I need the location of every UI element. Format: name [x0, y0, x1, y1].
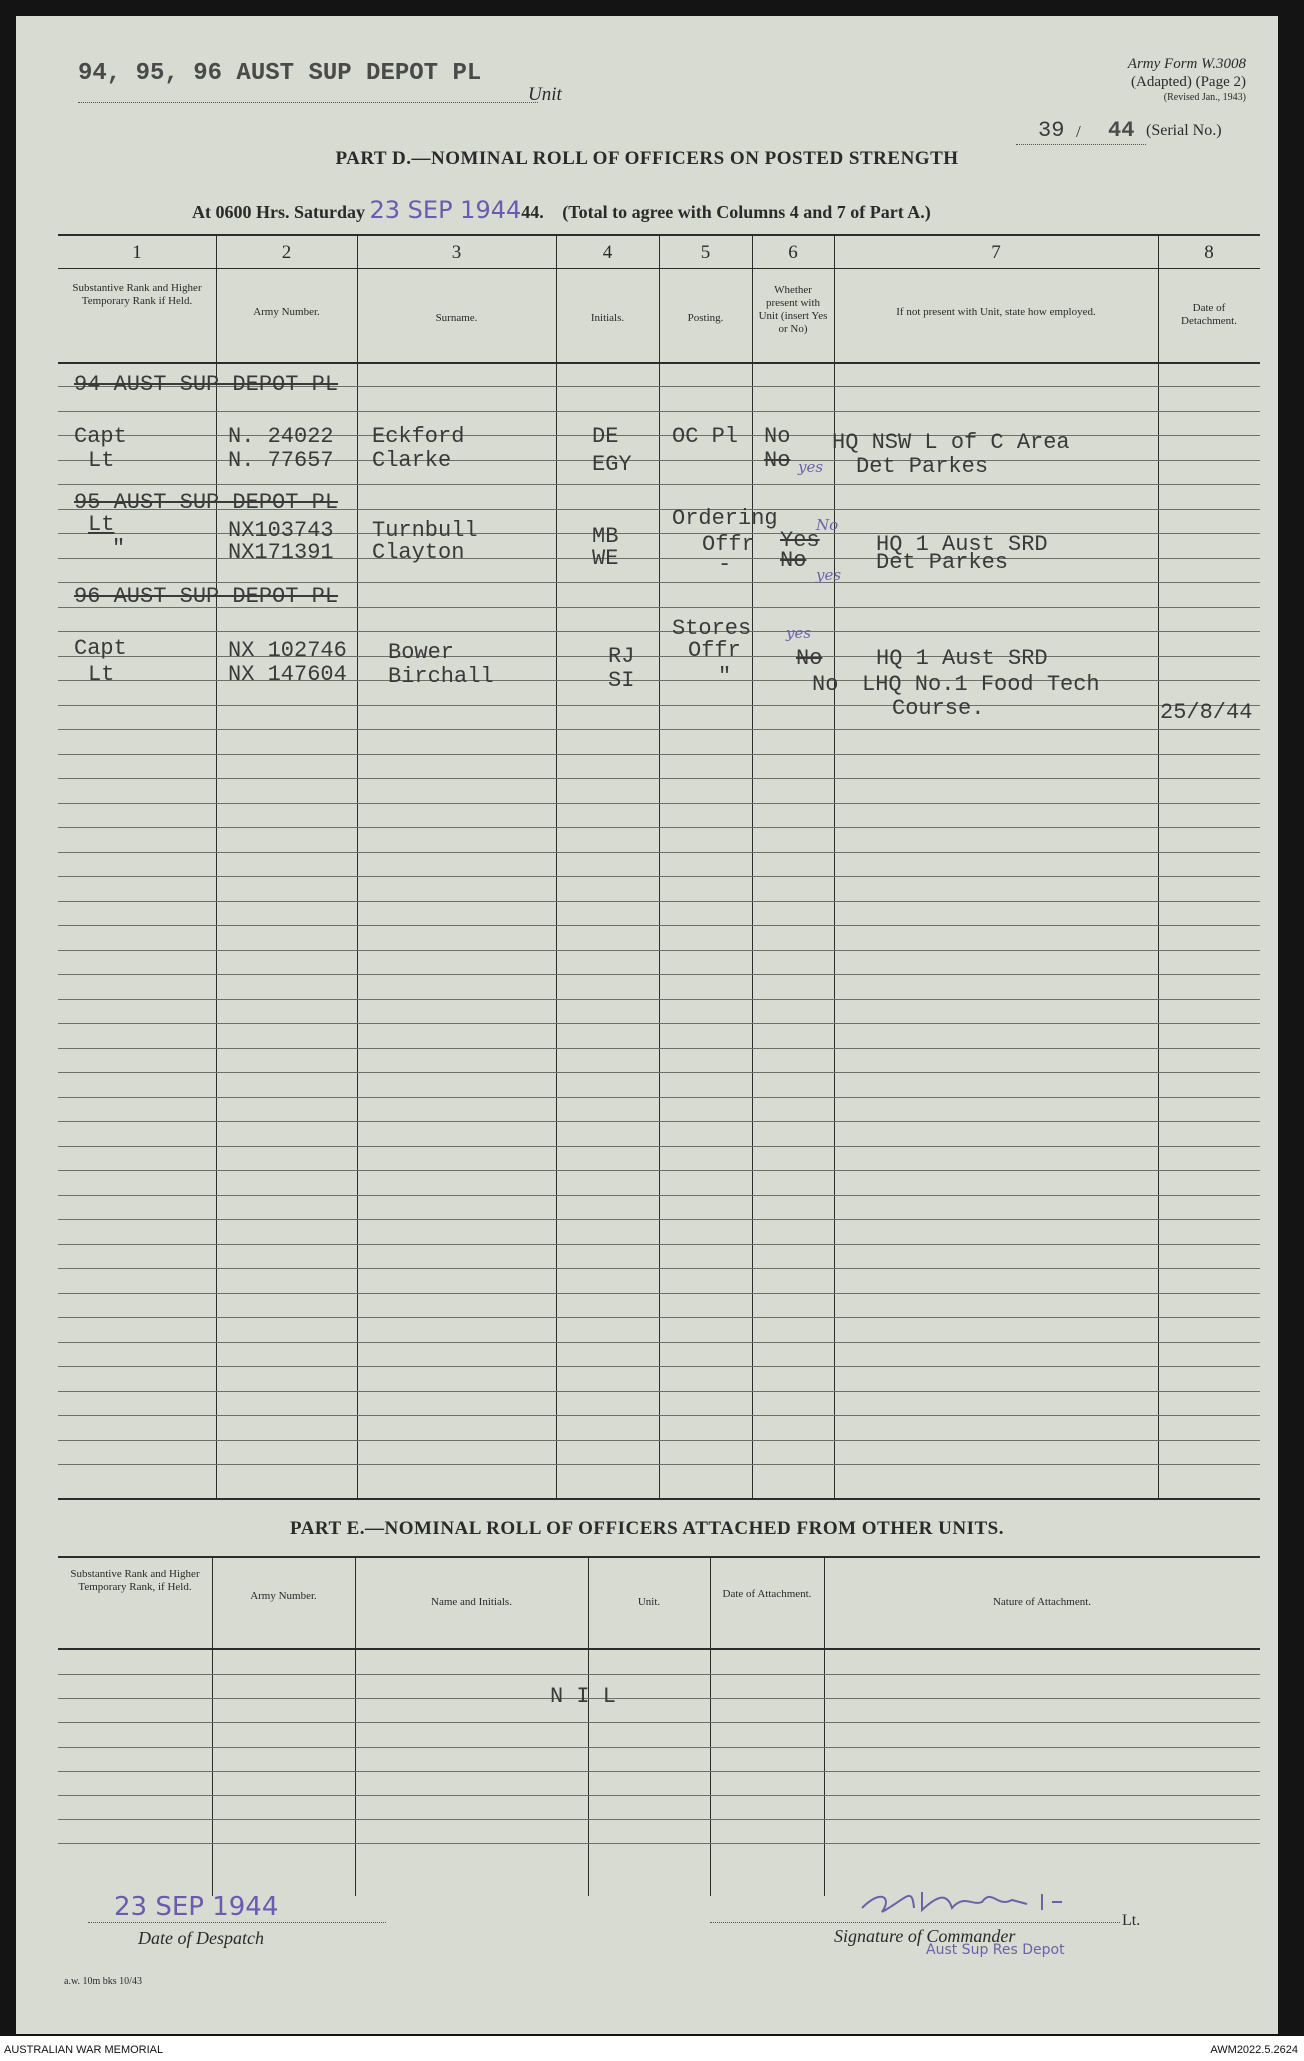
- serial-label: (Serial No.): [1146, 122, 1222, 139]
- row2-surname: Clarke: [372, 448, 452, 473]
- row2-initials: EGY: [592, 452, 632, 477]
- row3-employed: HQ 1 Aust SRD: [876, 532, 1048, 557]
- ruled-line: [58, 925, 1260, 926]
- row3-present: Yes: [780, 528, 820, 553]
- archive-right: AWM2022.5.2624: [1210, 2044, 1298, 2056]
- ruled-line: [58, 999, 1260, 1000]
- row4-surname: Clayton: [372, 540, 465, 565]
- form-name: [1046, 56, 1246, 73]
- row3-number: NX103743: [228, 518, 334, 543]
- colhead-army-number: Army Number.: [253, 306, 320, 318]
- date-stamp-top: 23 SEP 1944: [369, 196, 522, 224]
- form-revised: (Revised Jan., 1943): [1163, 92, 1246, 103]
- row6-surname: Birchall: [388, 664, 494, 689]
- col-divider-1: [216, 234, 217, 1498]
- e-col-divider-1: [212, 1556, 213, 1896]
- colhead-surname: Surname.: [435, 312, 478, 324]
- ruled-line: [58, 631, 1260, 632]
- row3-initials: MB: [592, 524, 619, 549]
- colnum-4: 4: [602, 242, 613, 263]
- serial-dotted-line: [1016, 144, 1146, 145]
- form-adapted: (Adapted) (Page 2): [1131, 74, 1246, 90]
- e-colhead-unit: Unit.: [637, 1596, 661, 1608]
- form-name-text: Army Form W.3008: [1127, 56, 1246, 72]
- row2-rank: Lt: [88, 448, 115, 473]
- group-96-heading: 96 AUST SUP DEPOT PL: [74, 584, 339, 609]
- row4-employed: Det Parkes: [876, 550, 1009, 575]
- row5-present: No: [796, 646, 823, 671]
- ruled-line: [58, 1170, 1260, 1171]
- row1-number: N. 24022: [228, 424, 334, 449]
- despatch-date-stamp: 23 SEP 1944: [114, 1892, 279, 1922]
- ruled-line: [58, 803, 1260, 804]
- row3-rank: Lt: [88, 512, 115, 537]
- ruled-line: [58, 1771, 1260, 1772]
- row6-number: NX 147604: [228, 662, 347, 687]
- colnum-6: 6: [788, 242, 798, 263]
- ruled-line: [58, 1072, 1260, 1073]
- e-colhead-rank: Substantive Rank and Higher Temporary Rank, if Held.: [70, 1568, 200, 1593]
- colnum-8: 8: [1204, 242, 1214, 263]
- ruled-line: [58, 827, 1260, 828]
- ruled-line: [58, 1219, 1260, 1220]
- colhead-present: Whether present with Unit (insert Yes or No): [758, 284, 828, 335]
- unit-value: 94, 95, 96 AUST SUP DEPOT PL: [78, 60, 482, 87]
- part-e-top-border: [58, 1556, 1260, 1558]
- total-note: (Total to agree with Columns 4 and 7 of Part A.): [562, 202, 931, 222]
- part-d-bottom-border: [58, 1498, 1260, 1500]
- ruled-line: [58, 1391, 1260, 1392]
- part-e-header-bottom: [58, 1648, 1260, 1650]
- colnum-5: 5: [700, 242, 711, 263]
- hand-yes-row5: yes: [786, 624, 812, 642]
- e-col-divider-2: [355, 1556, 356, 1896]
- archive-footer: [0, 2036, 1304, 2061]
- e-colhead-army-number: Army Number.: [250, 1590, 317, 1602]
- ruled-line: [58, 1023, 1260, 1024]
- colnum-1: 1: [132, 242, 142, 263]
- unit-dotted-line: [78, 102, 538, 103]
- group-95-heading: 95 AUST SUP DEPOT PL: [74, 490, 339, 515]
- ruled-line: [58, 1317, 1260, 1318]
- colhead-initials: Initials.: [590, 312, 625, 324]
- ruled-line: [58, 1048, 1260, 1049]
- ruled-line: [58, 1795, 1260, 1796]
- ruled-line: [58, 582, 1260, 583]
- time-suffix: 44.: [521, 202, 544, 222]
- row5-rank: Capt: [74, 636, 127, 661]
- row1-rank: Capt: [74, 424, 127, 449]
- row2-employed: Det Parkes: [856, 454, 989, 479]
- row6-employed: LHQ No.1 Food Tech: [862, 672, 1100, 697]
- serial-number: 39: [1038, 118, 1065, 143]
- row4-initials: WE: [592, 546, 619, 571]
- ruled-line: [58, 950, 1260, 951]
- ruled-line: [58, 1698, 1260, 1699]
- ruled-line: [58, 754, 1260, 755]
- row1-posting: OC Pl: [672, 424, 739, 449]
- ruled-line: [58, 1674, 1260, 1675]
- row1-initials: DE: [592, 424, 619, 449]
- ruled-line: [58, 1819, 1260, 1820]
- row5-employed: HQ 1 Aust SRD: [876, 646, 1048, 671]
- row4-posting: Offr: [702, 532, 755, 557]
- row4-rank: ": [112, 536, 126, 561]
- e-col-divider-3: [588, 1556, 589, 1896]
- ruled-line: [58, 1121, 1260, 1122]
- ruled-line: [58, 1146, 1260, 1147]
- ruled-line: [58, 1195, 1260, 1196]
- col-divider-2: [357, 234, 358, 1498]
- archive-left: AUSTRALIAN WAR MEMORIAL: [4, 2044, 164, 2056]
- row5-posting: Stores: [672, 616, 752, 641]
- ruled-line: [58, 1722, 1260, 1723]
- row1-employed: HQ NSW L of C Area: [832, 430, 1070, 455]
- colhead-posting: Posting.: [687, 312, 724, 324]
- e-colhead-date: Date of Attachment.: [722, 1588, 812, 1600]
- row1-surname: Eckford: [372, 424, 465, 449]
- colnum-7: 7: [991, 242, 1001, 263]
- row3-posting: Ordering: [672, 506, 778, 531]
- col-divider-6: [834, 234, 835, 1498]
- part-d-title: PART D.—NOMINAL ROLL OF OFFICERS ON POSTED STRENGTH: [335, 148, 959, 169]
- e-colhead-name: Name and Initials.: [431, 1596, 512, 1608]
- commander-stamp: Aust Sup Res Depot: [926, 1942, 1065, 1958]
- ruled-line: [58, 1097, 1260, 1098]
- nil-entry: N I L: [550, 1684, 617, 1709]
- ruled-line: [58, 1244, 1260, 1245]
- ruled-line: [58, 1440, 1260, 1441]
- e-col-divider-5: [824, 1556, 825, 1896]
- hand-no-row3: No: [816, 516, 839, 534]
- col-divider-7: [1158, 234, 1159, 1498]
- col-divider-3: [556, 234, 557, 1498]
- signature-dotted-line: [710, 1922, 1120, 1923]
- group-94-heading: 94 AUST SUP DEPOT PL: [74, 372, 339, 397]
- ruled-line: [58, 778, 1260, 779]
- part-d-subtitle: [192, 196, 1112, 224]
- ruled-line: [58, 729, 1260, 730]
- colhead-rank: Substantive Rank and Higher Temporary Rank if Held.: [72, 282, 202, 307]
- ruled-line: [58, 1293, 1260, 1294]
- hand-yes-row4: yes: [816, 566, 842, 584]
- hand-yes-row2: yes: [798, 458, 824, 476]
- row4-present: No: [780, 548, 807, 573]
- ruled-line: [58, 901, 1260, 902]
- ruled-line: [58, 1415, 1260, 1416]
- row6-posting: Offr: [688, 638, 741, 663]
- form-sheet: [16, 16, 1278, 2034]
- time-prefix: At 0600 Hrs. Saturday: [192, 202, 366, 222]
- detachment-date: 25/8/44: [1160, 700, 1253, 725]
- ruled-line: [58, 974, 1260, 975]
- row4-number: NX171391: [228, 540, 334, 565]
- ruled-line: [58, 1366, 1260, 1367]
- signature-label: Signature of Commander: [834, 1926, 1016, 1946]
- e-colhead-nature: Nature of Attachment.: [992, 1596, 1092, 1608]
- colnum-2: 2: [281, 242, 292, 263]
- row5-surname: Bower: [388, 640, 455, 665]
- ruled-line: [58, 1342, 1260, 1343]
- e-col-divider-4: [710, 1556, 711, 1896]
- ruled-line: [58, 852, 1260, 853]
- ruled-line: [58, 876, 1260, 877]
- signature-rank: Lt.: [1122, 1912, 1141, 1929]
- row2-present: No: [764, 448, 791, 473]
- row1-present: No: [764, 424, 791, 449]
- ruled-line: [58, 484, 1260, 485]
- employed-continued: Course.: [892, 696, 985, 721]
- colhead-detachment: Date of Detachment.: [1181, 302, 1237, 327]
- ruled-line: [58, 1747, 1260, 1748]
- offr-ditto: ": [718, 664, 732, 689]
- serial-year: 44: [1108, 118, 1135, 143]
- ruled-line: [58, 1268, 1260, 1269]
- ruled-line: [58, 1843, 1260, 1844]
- serial-slash: /: [1076, 122, 1081, 141]
- colnum-3: 3: [451, 242, 462, 263]
- commander-signature: [852, 1878, 1122, 1924]
- col-divider-5: [752, 234, 753, 1498]
- row6-rank: Lt: [88, 662, 115, 687]
- part-e-title: PART E.—NOMINAL ROLL OF OFFICERS ATTACHED FROM OTHER UNITS.: [290, 1518, 1004, 1539]
- row5-number: NX 102746: [228, 638, 347, 663]
- row6-present: No: [812, 672, 839, 697]
- ruled-line: [58, 705, 1260, 706]
- offr-dash: -: [718, 552, 732, 577]
- ruled-line: [58, 411, 1260, 412]
- row6-initials: SI: [608, 668, 635, 693]
- col-divider-4: [659, 234, 660, 1498]
- despatch-label: Date of Despatch: [138, 1928, 264, 1948]
- ruled-line: [58, 1464, 1260, 1465]
- row3-surname: Turnbull: [372, 518, 478, 543]
- row2-number: N. 77657: [228, 448, 334, 473]
- colhead-employed: If not present with Unit, state how employed.: [896, 306, 1096, 318]
- unit-label: Unit: [528, 84, 562, 105]
- print-code: a.w. 10m bks 10/43: [64, 1976, 142, 1987]
- row5-initials: RJ: [608, 644, 635, 669]
- despatch-dotted-line: [88, 1922, 386, 1923]
